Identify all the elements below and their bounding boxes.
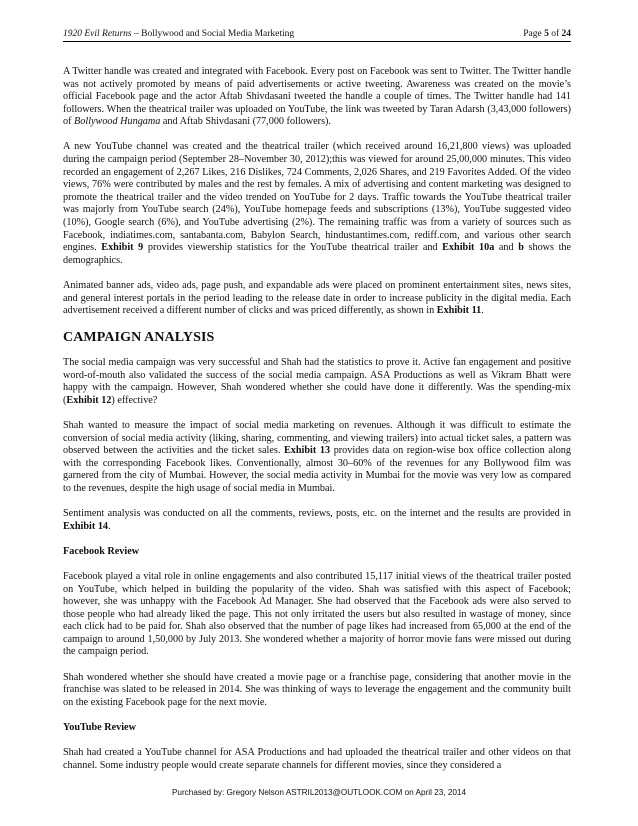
text-run: Animated banner ads, video ads, page push, and expandable ads were placed on prominent entertainment sites, news sites, and general interest portals in the period leading to the release date in order to increase publicity in the digital media. Each advertisement received a different number of clicks and was priced differently, as shown in <box>63 279 571 317</box>
text-run: provides viewership statistics for the YouTube theatrical trailer and <box>143 242 443 254</box>
paragraph-revenue-impact <box>63 420 571 496</box>
paragraph-campaign-success <box>63 357 571 407</box>
text-run: and Aftab Shivdasani (77,000 followers). <box>160 116 331 128</box>
paragraph-banner-ads <box>63 280 571 318</box>
purchase-footer: Purchased by: Gregory Nelson ASTRIL2013@OUTLOOK.COM on April 23, 2014 <box>171 788 467 797</box>
text-run: and <box>494 242 519 254</box>
paragraph-franchise-page: Shah wondered whether she should have created a movie page or a franchise page, considering that another movie in the franchise was slated to be released in 2014. She was thinking of ways to leverage the engagement and the community built on the existing Facebook page for the next movie. <box>63 671 571 708</box>
section-heading: CAMPAIGN ANALYSIS <box>63 330 215 346</box>
exhibit-ref: Exhibit 10a <box>442 242 495 254</box>
exhibit-ref: Exhibit 12 <box>66 394 112 406</box>
page-label: Page <box>523 29 545 39</box>
text-run: ) effective? <box>111 394 158 406</box>
exhibit-ref: Exhibit 11 <box>436 305 482 317</box>
text-run: provides data on region-wise box office collection along with the corresponding Facebook likes. Conventionally, almost 30–60% of the revenues for any Bollywood film was garnered from the city of Mumbai. However, the social media activity in Mumbai for the movie was very low as compared to the revenues, despite the high usage of social media in Mumbai. <box>63 445 571 495</box>
page-body <box>63 66 571 785</box>
text-run: The social media campaign was very successful and Shah had the statistics to prove it. Active fan engagement and positive word-of-mouth also validated the success of the social media campaign. ASA Productions as well as Vikram Bhatt were happy with the campaign. However, Shah wondered whether she could have done it differently. Was the spending-mix ( <box>63 357 571 406</box>
exhibit-ref: Exhibit 9 <box>101 242 144 254</box>
text-run: A Twitter handle was created and integrated with Facebook. Every post on Facebook was sent to Twitter. The Twitter handle was not actively promoted by means of paid advertisements or active tweeting. Awareness was created on the movie’s official Facebook page and the actor Aftab Shivdasani tweeted the handle a couple of times. The Twitter handle had 141 followers. When the theatrical trailer was uploaded on YouTube, the link was tweeted by Taran Adarsh (3,43,000 followers) of <box>63 66 571 128</box>
text-run: shows the demographics. <box>63 242 572 266</box>
exhibit-ref: Exhibit 13 <box>284 445 331 457</box>
page-total: 24 <box>561 29 571 39</box>
text-run: Shah wanted to measure the impact of social media marketing on revenues. Although it was difficult to estimate the conversion of social media activity (liking, sharing, commenting, and viewing trailers) into actual ticket sales, a pattern was observed between the activities and the ticket sales. <box>63 420 571 457</box>
page-header <box>63 27 571 42</box>
paragraph-sentiment <box>63 508 571 533</box>
paragraph-facebook-review: Facebook played a vital role in online engagements and also contributed 15,117 initial views of the theatrical trailer posted on YouTube, which helped in building the popularity of the video. Shah was satisfied with this aspect of Facebook; however, she was unhappy with the Facebook Ad Manager. She had observed that the Facebook ads were also served to those people who had already liked the page. This not only irritated the users but also resulted in wastage of money, since each click had to be paid for. Shah also observed that the number of page likes had increased from 65,000 at the end of the campaign to around 1,50,000 by July 2013. She wondered whether a majority of horror movie fans were missed out during the campaign period. <box>63 570 571 658</box>
case-subtitle: – Bollywood and Social Media Marketing <box>131 29 295 39</box>
text-run: . <box>108 520 111 532</box>
page-number: 5 <box>544 29 549 39</box>
case-title: 1920 Evil Returns <box>63 29 132 39</box>
text-run: A new YouTube channel was created and the theatrical trailer (which received around 16,21,800 views) was uploaded during the campaign period (September 28–November 30, 2012);this was viewed for around 25,00,000 minutes. This video recorded an engagement of 2,267 Likes, 216 Dislikes, 724 Comments, 2,026 Shares, and 219 Favorites Added. Of the video views, 76% were contributed by males and the rest by females. A mix of advertising and content marketing was designed to promote the theatrical trailer and the video trended on YouTube for 2 days. Traffic towards the YouTube theatrical trailer was majorly from YouTube search (24%), YouTube homepage feeds and subscriptions (13%), YouTube suggested video (10%), Google search (6%), and YouTube advertising (2%). The remaining traffic was from a variety of sources such as Facebook, indiatimes.com, santabanta.com, Babylon Search, hindustantimes.com, rediff.com, and various other search engines. <box>63 141 571 254</box>
subheading-youtube-review: YouTube Review <box>63 721 136 733</box>
publication-name: Bollywood Hungama <box>74 116 161 128</box>
subheading-facebook-review: Facebook Review <box>63 545 140 557</box>
page-indicator <box>523 27 571 41</box>
running-title <box>63 27 294 41</box>
text-run: . <box>481 305 484 317</box>
paragraph-youtube-channel <box>63 141 571 267</box>
page-of: of <box>548 29 562 39</box>
exhibit-ref: Exhibit 14 <box>63 520 109 532</box>
text-run: Sentiment analysis was conducted on all the comments, reviews, posts, etc. on the internet and the results are provided in <box>63 508 571 520</box>
paragraph-twitter <box>63 66 571 129</box>
exhibit-ref: b <box>518 242 524 254</box>
paragraph-youtube-review: Shah had created a YouTube channel for ASA Productions and had uploaded the theatrical trailer and other videos on that channel. Some industry people would create separate channels for different movies, since they considered a <box>63 746 571 771</box>
